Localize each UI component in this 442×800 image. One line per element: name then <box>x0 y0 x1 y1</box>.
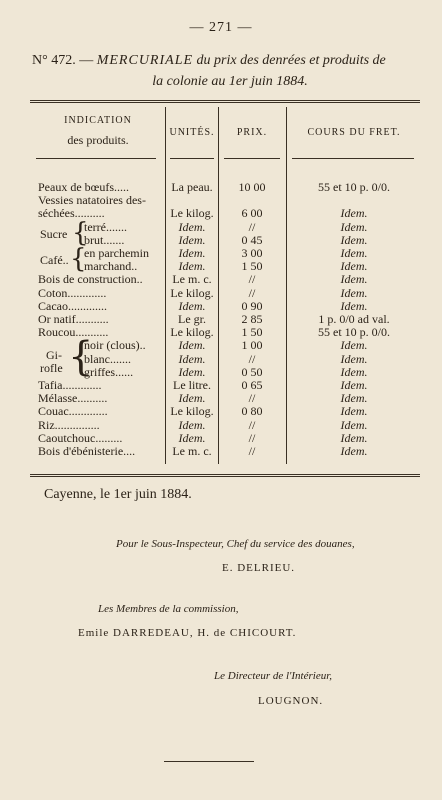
product-name: Bois d'ébénisterie.... <box>38 445 136 458</box>
freight-cell: Idem. <box>340 392 368 406</box>
table-row <box>30 419 420 432</box>
header-unites: UNITÉS. <box>169 127 215 138</box>
header-rule <box>292 158 414 159</box>
freight-cell: Idem. <box>340 431 368 445</box>
price-cell: 1 50 <box>241 260 263 274</box>
group-label-cafe: Café.. <box>40 253 69 267</box>
group-label-sucre: Sucre <box>40 227 68 241</box>
freight-cell: 1 p. 0/0 ad val. <box>318 313 390 326</box>
freight-cell: Idem. <box>340 365 368 379</box>
header-prix: PRIX. <box>236 127 268 138</box>
price-cell: // <box>248 431 256 445</box>
table-row <box>30 445 420 458</box>
price-cell: 0 45 <box>241 233 263 247</box>
price-table <box>30 100 420 477</box>
freight-cell: Idem. <box>340 220 368 234</box>
signature-3-title: Le Directeur de l'Intérieur, <box>214 670 333 682</box>
freight-cell: Idem. <box>340 286 368 300</box>
table-row <box>30 194 420 207</box>
table-row <box>30 313 420 326</box>
freight-cell: 55 et 10 p. 0/0. <box>318 326 390 340</box>
brace-girofle: { <box>68 334 94 380</box>
unit-cell: Idem. <box>178 233 206 247</box>
freight-cell: Idem. <box>340 352 368 366</box>
product-name: Mélasse.......... <box>38 392 108 406</box>
freight-cell: Idem. <box>340 273 368 287</box>
table-row <box>30 181 420 194</box>
price-cell: // <box>248 273 256 287</box>
price-cell: 10 00 <box>238 181 266 194</box>
header-rule <box>36 158 156 159</box>
table-row <box>30 379 420 392</box>
unit-cell: Idem. <box>178 339 206 353</box>
signature-2-title: Les Membres de la commission, <box>98 603 239 615</box>
unit-cell: Le kilog. <box>170 286 214 300</box>
freight-cell: 55 et 10 p. 0/0. <box>318 181 390 194</box>
product-name: Couac............. <box>38 405 108 419</box>
table-row <box>30 247 420 260</box>
freight-cell: Idem. <box>340 379 368 392</box>
header-des-produits: des produits. <box>67 133 129 147</box>
unit-cell: Le m. c. <box>172 445 212 458</box>
heading-rest: du prix des denrées et produits de <box>196 53 386 68</box>
freight-cell: Idem. <box>340 260 368 274</box>
header-rule <box>170 158 214 159</box>
unit-cell: Le kilog. <box>170 405 214 419</box>
product-name: marchand.. <box>84 260 138 274</box>
signature-1-title: Pour le Sous-Inspecteur, Chef du service des douanes, <box>116 538 355 550</box>
unit-cell: Le m. c. <box>172 273 212 287</box>
unit-cell: Le kilog. <box>170 207 214 221</box>
price-cell: 0 80 <box>241 405 263 419</box>
product-name: en parchemin <box>84 247 149 260</box>
table-row <box>30 260 420 273</box>
unit-cell: Idem. <box>178 247 206 260</box>
freight-cell: Idem. <box>340 299 368 313</box>
signature-1-name: E. DELRIEU. <box>222 562 296 574</box>
price-cell: // <box>248 392 256 406</box>
header-fret: COURS DU FRET. <box>307 127 401 138</box>
end-rule <box>164 761 254 762</box>
price-cell: 0 65 <box>241 379 263 392</box>
freight-cell: Idem. <box>340 418 368 432</box>
unit-cell: Idem. <box>178 352 206 366</box>
product-name: Bois de construction.. <box>38 273 143 287</box>
page-number: — 271 — <box>189 20 253 35</box>
unit-cell: Idem. <box>178 365 206 379</box>
freight-cell: Idem. <box>340 405 368 419</box>
price-cell: // <box>248 286 256 300</box>
header-rule <box>224 158 280 159</box>
unit-cell: Idem. <box>178 299 206 313</box>
freight-cell: Idem. <box>340 445 368 458</box>
table-row <box>30 405 420 418</box>
product-name: Coton............. <box>38 286 107 300</box>
price-cell: 3 00 <box>241 247 263 260</box>
product-name: terré....... <box>84 220 127 234</box>
unit-cell: Idem. <box>178 392 206 406</box>
freight-cell: Idem. <box>340 247 368 260</box>
document-heading <box>32 50 428 92</box>
product-name: Vessies natatoires des- <box>38 194 146 208</box>
price-cell: // <box>248 445 256 458</box>
unit-cell: Idem. <box>178 431 206 445</box>
product-name: noir (clous).. <box>84 339 146 353</box>
price-cell: 1 00 <box>241 339 263 353</box>
product-name: Caoutchouc......... <box>38 431 123 445</box>
table-row <box>30 392 420 405</box>
freight-cell: Idem. <box>340 339 368 353</box>
place-date: Cayenne, le 1er juin 1884. <box>44 487 192 502</box>
signature-2-name: Emile DARREDEAU, H. de CHICOURT. <box>78 627 297 639</box>
unit-cell: Le litre. <box>173 379 211 392</box>
signature-3-name: LOUGNON. <box>258 695 324 707</box>
table-row <box>30 273 420 286</box>
table-row <box>30 300 420 313</box>
table-row <box>30 432 420 445</box>
brace-sucre: { <box>72 218 89 248</box>
unit-cell: Idem. <box>178 260 206 274</box>
freight-cell: Idem. <box>340 233 368 247</box>
product-name: séchées.......... <box>38 207 105 221</box>
price-cell: // <box>248 352 256 366</box>
heading-title: MERCURIALE <box>96 53 194 68</box>
unit-cell: Le gr. <box>178 313 206 326</box>
unit-cell: Idem. <box>178 220 206 234</box>
product-name: brut....... <box>84 233 125 247</box>
heading-number: N° 472. — <box>32 53 94 68</box>
product-name: Riz............... <box>38 418 100 432</box>
unit-cell: La peau. <box>171 181 213 194</box>
price-cell: 0 50 <box>241 365 263 379</box>
product-name: Cacao............. <box>38 299 107 313</box>
price-cell: 1 50 <box>241 326 263 340</box>
group-label-girofle-2: rofle <box>40 361 63 375</box>
header-indication: INDICATION <box>64 115 132 126</box>
table-row <box>30 287 420 300</box>
unit-cell: Le kilog. <box>170 326 214 340</box>
product-name: Roucou........... <box>38 326 109 340</box>
product-name: Tafia............. <box>38 379 102 392</box>
price-cell: 6 00 <box>241 207 263 221</box>
product-name: griffes...... <box>84 365 134 379</box>
product-name: Or natif........... <box>38 313 109 326</box>
brace-cafe: { <box>70 244 87 274</box>
unit-cell: Idem. <box>178 418 206 432</box>
price-cell: // <box>248 220 256 234</box>
price-cell: 0 90 <box>241 299 263 313</box>
product-name: Peaux de bœufs..... <box>38 181 129 194</box>
price-cell: // <box>248 418 256 432</box>
price-cell: 2 85 <box>241 313 263 326</box>
group-label-girofle-1: Gi- <box>46 348 62 362</box>
freight-cell: Idem. <box>340 207 368 221</box>
product-name: blanc....... <box>84 352 131 366</box>
heading-line2: la colonie au 1er juin 1884. <box>152 74 308 89</box>
